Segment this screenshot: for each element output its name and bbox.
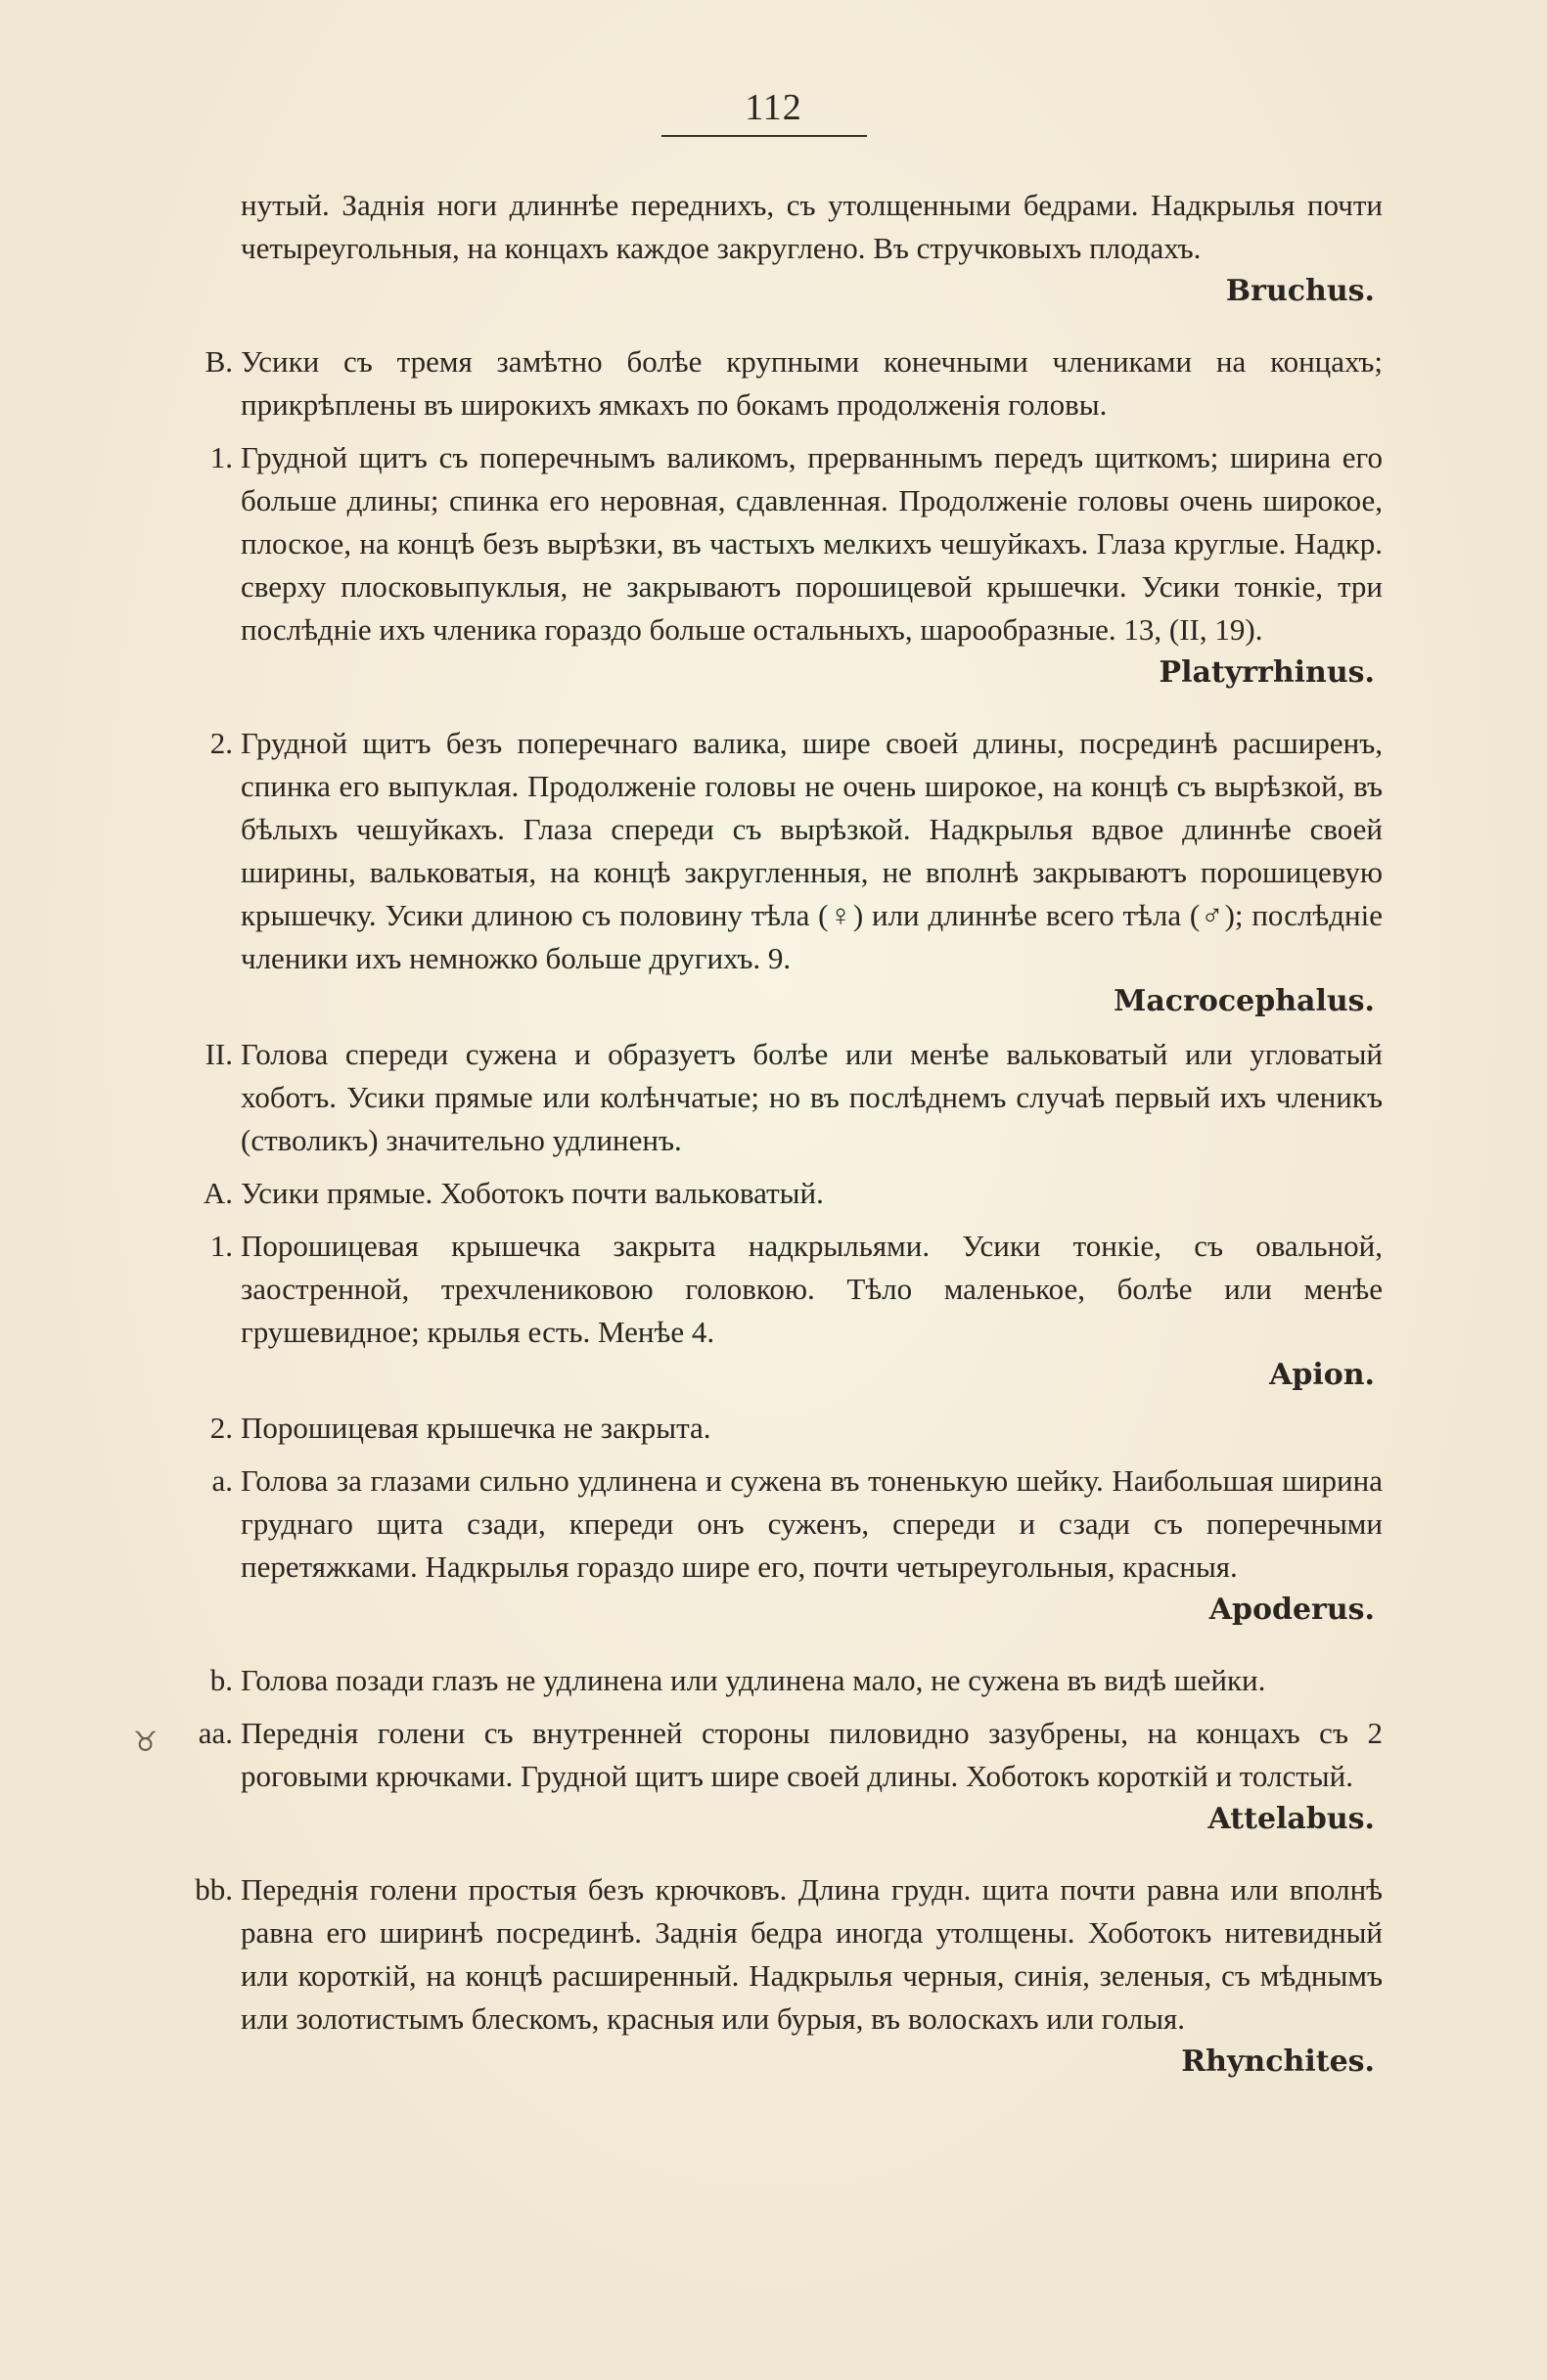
entry-body: Грудной щитъ съ поперечнымъ валикомъ, прерваннымъ передъ щиткомъ; ширина его больше длины; спинка его неровная, сдавленная. Продолженіе головы очень широкое, плоское, на концѣ безъ вырѣзки, въ частыхъ мелкихъ чешуйкахъ. Глаза круглые. Надкр. сверху плосковыпуклыя, не закрываютъ порошицевой крышечки. Усики тонкіе, три послѣдніе ихъ членика гораздо больше остальныхъ, шарообразные. 13, (II, 19). — [241, 440, 1383, 647]
entry-body: Переднія голени съ внутренней стороны пиловидно зазубрены, на концахъ съ 2 роговыми крючками. Грудной щитъ шире своей длины. Хоботокъ короткій и толстый. — [241, 1716, 1383, 1793]
key-entry — [164, 1225, 1383, 1397]
key-entry — [164, 1407, 1383, 1450]
genus-name: Macrocephalus. — [1114, 984, 1375, 1018]
entry-body: Голова за глазами сильно удлинена и сужена въ тоненькую шейку. Наибольшая ширина груднаго щита сзади, кпереди онъ суженъ, спереди и сзади съ поперечными перетяжками. Надкрылья гораздо шире его, почти четыреугольныя, красныя. — [241, 1463, 1383, 1584]
entry-body: Голова позади глазъ не удлинена или удлинена мало, не сужена въ видѣ шейки. — [241, 1663, 1266, 1697]
genus-name: Platyrrhinus. — [1159, 655, 1375, 690]
key-entry — [164, 340, 1383, 427]
entry-text — [241, 722, 1383, 1023]
entry-label: 1. — [209, 440, 233, 474]
entry-label: A. — [203, 1176, 233, 1210]
entry-body: Грудной щитъ безъ поперечнаго валика, шире своей длины, посрединѣ расширенъ, спинка его выпуклая. Продолженіе головы не очень широкое, на концѣ съ вырѣзкой, въ бѣлыхъ чешуйкахъ. Глаза спереди съ вырѣзкой. Надкрылья вдвое длиннѣе своей ширины, вальковатыя, на концѣ закругленныя, не вполнѣ закрываютъ порошицевую крышечку. Усики длиною съ половину тѣла (♀) или длиннѣе всего тѣла (♂); послѣдніе членики ихъ немножко больше другихъ. 9. — [241, 726, 1383, 975]
genus-name: Apion. — [1269, 1358, 1375, 1392]
entry-body: Усики съ тремя замѣтно болѣе крупными конечными члениками на концахъ; прикрѣплены въ широкихъ ямкахъ по бокамъ продолженія головы. — [241, 344, 1383, 422]
entry-text — [241, 436, 1383, 695]
entry-text — [241, 1172, 1383, 1215]
entry-label: 2. — [209, 1411, 233, 1445]
key-entry — [164, 722, 1383, 1023]
key-entry-continuation — [164, 184, 1383, 313]
genus-name: Attelabus. — [1207, 1802, 1375, 1836]
entry-text — [241, 1407, 1383, 1450]
entry-label: b. — [209, 1663, 233, 1697]
entry-text — [241, 184, 1383, 313]
genus-name: Rhynchites. — [1181, 2044, 1375, 2079]
entry-body: Порошицевая крышечка закрыта надкрыльями. Усики тонкіе, съ овальной, заостренной, трехчлениковою головкою. Тѣло маленькое, болѣе или менѣе грушевидное; крылья есть. Менѣе 4. — [241, 1229, 1383, 1349]
entry-label: 2. — [209, 726, 233, 760]
key-entry — [164, 1868, 1383, 2084]
key-entry — [164, 1033, 1383, 1162]
entry-label: B. — [205, 344, 233, 379]
entry-text — [241, 1459, 1383, 1632]
key-entry — [164, 436, 1383, 695]
key-text-body — [164, 184, 1383, 2093]
entry-label: a. — [211, 1463, 233, 1498]
entry-label: 1. — [209, 1229, 233, 1263]
entry-body: Голова спереди сужена и образуетъ болѣе или менѣе вальковатый или угловатый хоботъ. Усики прямые или колѣнчатые; но въ послѣднемъ случаѣ первый ихъ члeникъ (стволикъ) значительно удлиненъ. — [241, 1037, 1383, 1157]
entry-text — [241, 1712, 1383, 1841]
entry-body: Порошицевая крышечка не закрыта. — [241, 1411, 711, 1445]
entry-text — [241, 1659, 1383, 1702]
entry-text — [241, 340, 1383, 427]
entry-text — [241, 1033, 1383, 1162]
entry-body: Усики прямые. Хоботокъ почти вальковатый. — [241, 1176, 824, 1210]
key-entry — [164, 1459, 1383, 1632]
entry-body: Переднія голени простыя безъ крючковъ. Длина грудн. щита почти равна или вполнѣ равна его ширинѣ посрединѣ. Заднія бедра иногда утолщены. Хоботокъ нитевидный или короткій, на концѣ расширенный. Надкрылья черныя, синія, зеленыя, съ мѣднымъ или золотистымъ блескомъ, красныя или бурыя, въ волоскахъ или голыя. — [241, 1872, 1383, 2036]
key-entry — [164, 1659, 1383, 1702]
entry-label: II. — [205, 1037, 233, 1071]
entry-label: bb. — [195, 1872, 233, 1907]
key-entry — [164, 1712, 1383, 1841]
page-number-rule — [661, 135, 867, 137]
entry-label: aa. — [198, 1716, 233, 1750]
page-number: 112 — [745, 87, 802, 128]
entry-body: нутый. Заднія ноги длиннѣе переднихъ, съ утолщенными бедрами. Надкрылья почти четыреугольныя, на концахъ каждое закруглено. Въ стручковыхъ плодахъ. — [241, 188, 1383, 265]
genus-name: Bruchus. — [1225, 274, 1375, 308]
genus-name: Apoderus. — [1208, 1593, 1375, 1627]
entry-text — [241, 1225, 1383, 1397]
entry-text — [241, 1868, 1383, 2084]
key-entry — [164, 1172, 1383, 1215]
margin-mark: ♉ — [133, 1726, 159, 1758]
